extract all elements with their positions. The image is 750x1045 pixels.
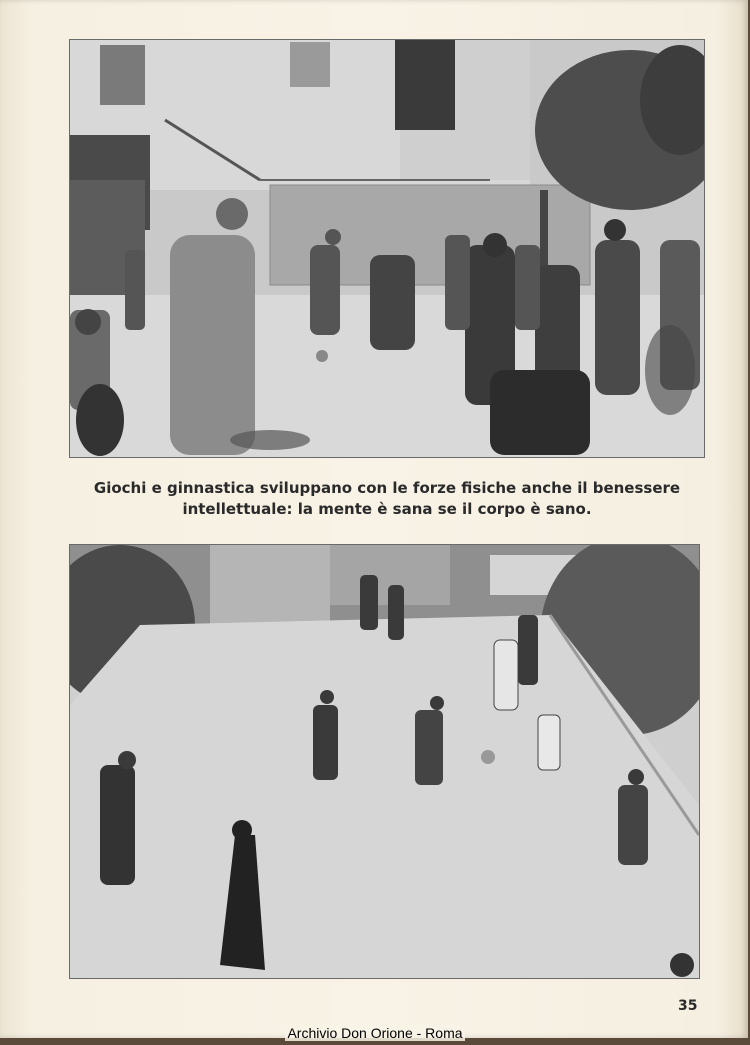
- football-match-photo: [69, 544, 700, 979]
- photo-caption: [70, 478, 704, 520]
- archive-footer: [0, 1025, 750, 1041]
- caption-line-2: intellettuale: la mente è sana se il corpo è sano.: [182, 500, 592, 518]
- football-match-photo-drawing: [70, 545, 699, 978]
- page-number: 35: [678, 998, 698, 1014]
- archive-footer-text: Archivio Don Orione - Roma: [287, 1025, 463, 1041]
- courtyard-games-photo-drawing: [70, 40, 704, 457]
- courtyard-games-photo: [69, 39, 705, 458]
- caption-line-1: Giochi e ginnastica sviluppano con le forze fisiche anche il benessere: [93, 479, 681, 497]
